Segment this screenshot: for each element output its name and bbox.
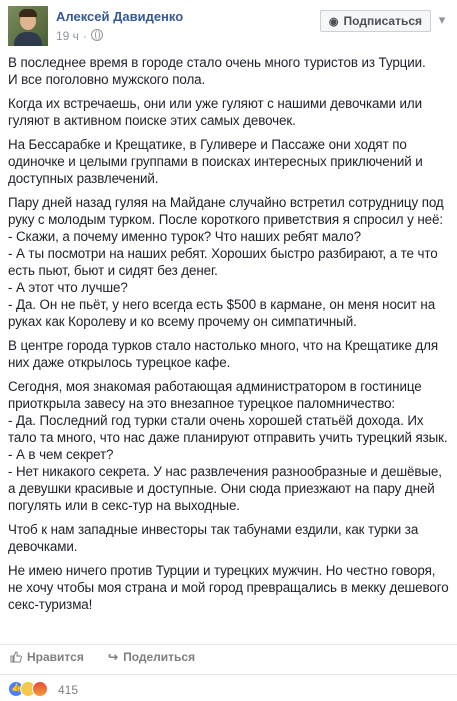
text-line: доступных развлечений. bbox=[8, 171, 159, 186]
post-paragraph bbox=[8, 378, 449, 514]
text-line: - Скажи, а почему именно турок? Что наших ребят мало? bbox=[8, 229, 361, 244]
text-line: В последнее время в городе стало очень много туристов из Турции. bbox=[8, 55, 426, 70]
post-text bbox=[8, 54, 449, 620]
separator-dot: · bbox=[82, 29, 87, 43]
thumbs-up-icon bbox=[10, 651, 22, 663]
post-meta bbox=[56, 29, 103, 43]
text-line: - Нет никакого секрета. У нас развлечения разнообразные и дешёвые, bbox=[8, 464, 442, 479]
text-line: девочками. bbox=[8, 539, 78, 554]
reactions-bar[interactable] bbox=[0, 674, 457, 701]
text-line: Не имею ничего против Турции и турецких мужчин. Но честно говоря, bbox=[8, 563, 436, 578]
text-line: приоткрыла завесу на это внезапное турецкое паломничество: bbox=[8, 396, 396, 411]
text-line: В центре города турков стало настолько много, что на Крещатике для bbox=[8, 338, 438, 353]
reaction-count[interactable]: 415 bbox=[58, 683, 79, 697]
text-line: Чтоб к нам западные инвесторы так табунами ездили, как турки за bbox=[8, 522, 419, 537]
reaction-icons bbox=[8, 681, 44, 697]
share-button[interactable] bbox=[108, 650, 195, 664]
rss-icon: ◉ bbox=[328, 15, 339, 28]
share-label: Поделиться bbox=[123, 650, 196, 664]
author-name[interactable]: Алексей Давиденко bbox=[56, 9, 184, 24]
like-button[interactable] bbox=[10, 650, 84, 664]
post-time[interactable]: 19 ч bbox=[56, 29, 79, 43]
text-line: секс-туризма! bbox=[8, 597, 93, 612]
chevron-down-icon[interactable]: ▾ bbox=[438, 12, 446, 27]
post-paragraph bbox=[8, 337, 449, 371]
text-line: не хочу чтобы моя страна и мой город превращались в мекку дешевого bbox=[8, 580, 449, 595]
text-line: а девушки красивые и доступные. Они сюда приезжают на пару дней bbox=[8, 481, 435, 496]
text-line: одиночке и целыми группами в поисках интересных приключений и bbox=[8, 154, 423, 169]
share-icon: ↪ bbox=[108, 650, 119, 664]
subscribe-button[interactable] bbox=[320, 10, 431, 32]
text-line: На Бессарабке и Крещатике, в Гуливере и Пассаже они ходят по bbox=[8, 137, 407, 152]
text-line: Пару дней назад гуляя на Майдане случайно встретил сотрудницу под bbox=[8, 195, 444, 210]
text-line: И все поголовно мужского пола. bbox=[8, 72, 206, 87]
text-line: - Да. Он не пьёт, у него всегда есть $500 в кармане, он меня носит на bbox=[8, 297, 436, 312]
text-line: - Да. Последний год турки стали очень хорошей статьёй дохода. Их bbox=[8, 413, 424, 428]
post-paragraph bbox=[8, 136, 449, 187]
text-line: Сегодня, моя знакомая работающая администратором в гостинице bbox=[8, 379, 422, 394]
text-line: - А ты посмотри на наших ребят. Хороших быстро разбирают, а те что bbox=[8, 246, 438, 261]
angry-icon bbox=[32, 681, 48, 697]
post-paragraph bbox=[8, 562, 449, 613]
text-line: них даже открылось турецкое кафе. bbox=[8, 355, 231, 370]
subscribe-label: Подписаться bbox=[343, 14, 422, 28]
post-paragraph bbox=[8, 194, 449, 330]
text-line: тало та много, что нас даже планируют отправить учить турецкий язык. bbox=[8, 430, 448, 445]
post-header bbox=[8, 6, 449, 46]
text-line: руку с молодым турком. После короткого приветствия я спросил у неё: bbox=[8, 212, 443, 227]
text-line: Когда их встречаешь, они или уже гуляют с нашими девочками или bbox=[8, 96, 422, 111]
text-line: руках как Королеву и ко всему прочему он симпатичный. bbox=[8, 314, 357, 329]
globe-icon bbox=[91, 29, 103, 41]
post-paragraph bbox=[8, 521, 449, 555]
text-line: - А в чем секрет? bbox=[8, 447, 114, 462]
text-line: - А этот что лучше? bbox=[8, 280, 128, 295]
post-paragraph bbox=[8, 54, 449, 88]
text-line: погулять или в секс-тур на выходные. bbox=[8, 498, 240, 513]
text-line: есть пьют, бьют и сидят без денег. bbox=[8, 263, 218, 278]
text-line: гуляют в активном поиске этих самых девочек. bbox=[8, 113, 296, 128]
like-label: Нравится bbox=[27, 650, 84, 664]
avatar[interactable] bbox=[8, 6, 48, 46]
post-paragraph bbox=[8, 95, 449, 129]
action-bar bbox=[0, 644, 457, 671]
